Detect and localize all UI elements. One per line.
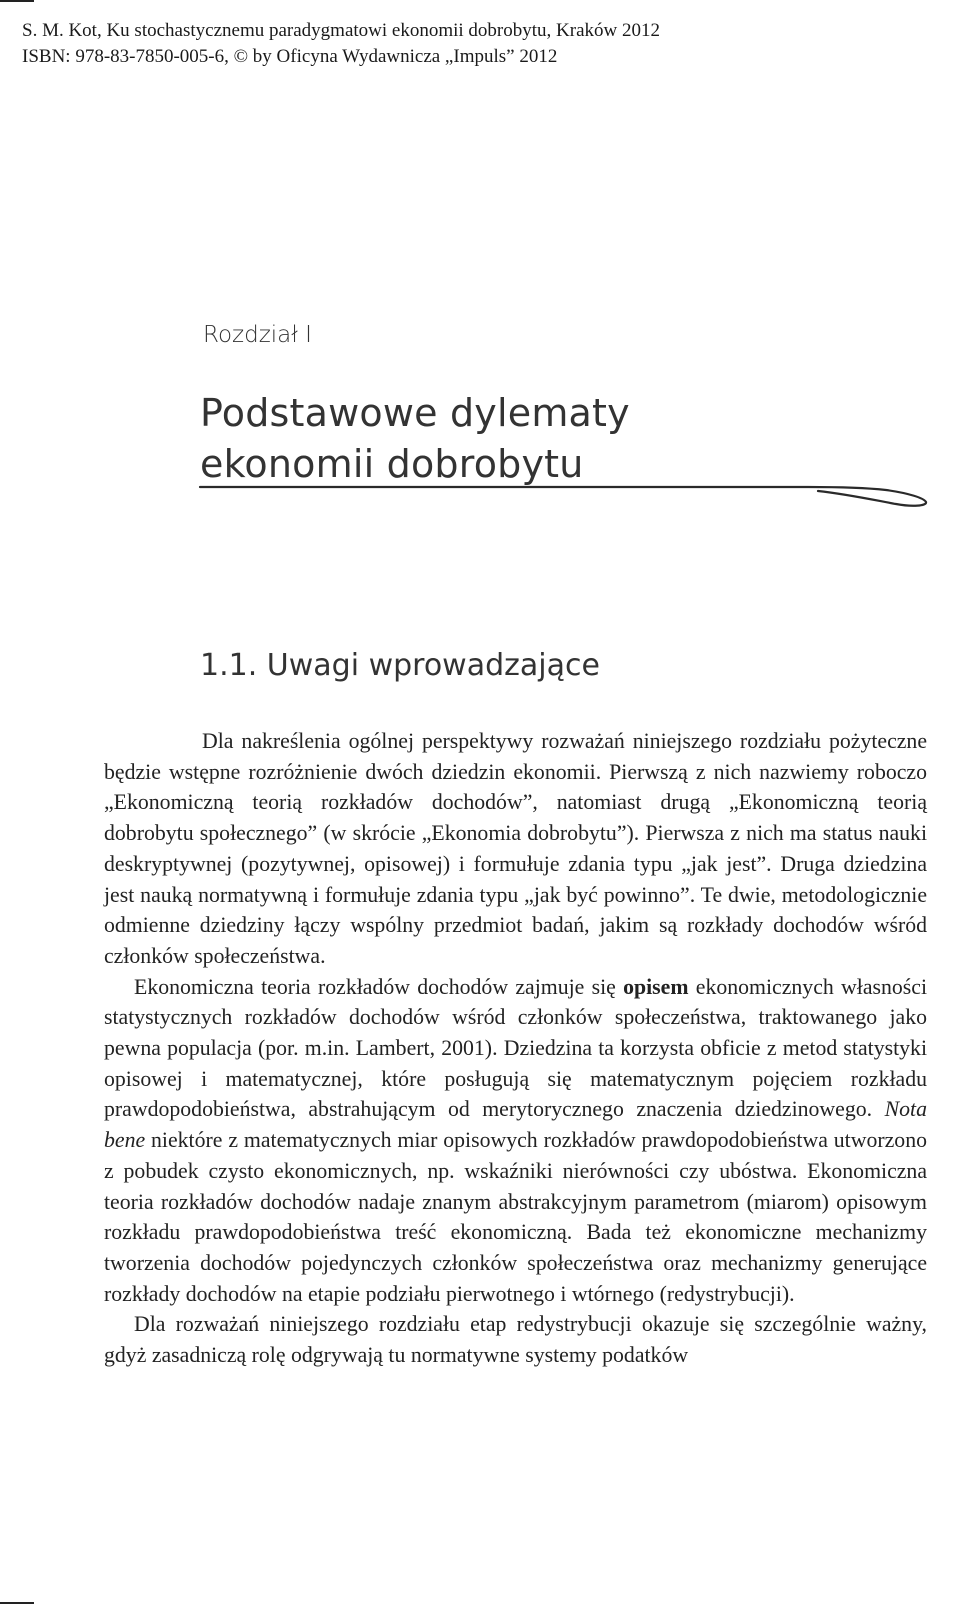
chapter-title-line-1: Podstawowe dylematy xyxy=(200,391,630,435)
paragraph-1: Dla nakreślenia ogólnej perspektywy rozważań niniejszego rozdziału pożyteczne będzie wstępne rozróżnienie dwóch dziedzin ekonomii. Pierwszą z nich nazwiemy roboczo „Ekonomiczną teorią rozkładów dochodów”, natomiast drugą „Ekonomiczną teorią dobrobytu społecznego” (w skrócie „Ekonomia dobrobytu”). Pierwsza z nich ma status nauki deskryptywnej (pozytywnej, opisowej) i formułuje zdania typu „jak jest”. Druga dziedzina jest nauką normatywną i formułuje zdania typu „jak być powinno”. Te dwie, metodologicznie odmienne dziedziny łączy wspólny przedmiot badań, jakim są rozkłady dochodów wśród członków społeczeństwa. xyxy=(104,729,927,968)
paragraph-2-part-c: niektóre z matematycznych miar opisowych rozkładów prawdopodobieństwa utworzono z pobudek czysto ekonomicznych, np. wskaźniki nierówności czy ubóstwa. Ekonomiczna teoria rozkładów dochodów nadaje znanym abstrakcyjnym parametrom (miarom) opisowym rozkładu prawdopodobieństwa treść ekonomiczną. Bada też ekonomiczne mechanizmy tworzenia dochodów pojedynczych członków społeczeństwa oraz mechanizmy generujące rozkłady dochodów na etapie podziału pierwotnego i wtórnego (redystrybucji). xyxy=(104,1128,927,1306)
paragraph-2-part-b: ekonomicznych własności statystycznych rozkładów dochodów wśród członków społeczeństwa, traktowanego jako pewna populacja (por. m.in. Lambert, 2001). Dziedzina ta korzysta obficie z metod statystyki opisowej i matematycznej, które posługują się matematycznym pojęciem rozkładu prawdopodobieństwa, abstrahującym od merytorycznego znaczenia dziedzinowego. xyxy=(104,974,927,1122)
paragraph-2-part-a: Ekonomiczna teoria rozkładów dochodów zajmuje się xyxy=(134,974,624,999)
paragraph-2 xyxy=(104,972,927,1310)
page-header xyxy=(22,18,922,70)
chapter-title-line-2: ekonomii dobrobytu xyxy=(200,442,584,486)
paragraph-3: Dla rozważań niniejszego rozdziału etap redystrybucji okazuje się szczególnie ważny, gdyż zasadniczą rolę odgrywają tu normatywne systemy podatków xyxy=(104,1312,927,1368)
paragraph-2-bold: opisem xyxy=(623,974,689,999)
crop-mark-bottom xyxy=(0,1602,34,1604)
header-isbn-line: ISBN: 978-83-7850-005-6, © by Oficyna Wydawnicza „Impuls” 2012 xyxy=(22,46,558,67)
chapter-title xyxy=(200,388,900,490)
header-citation-line: S. M. Kot, Ku stochastycznemu paradygmatowi ekonomii dobrobytu, Kraków 2012 xyxy=(22,20,660,41)
paragraph-2-italic: Nota bene xyxy=(104,1097,927,1153)
body-text xyxy=(104,726,927,1371)
title-underline-flourish xyxy=(196,476,930,516)
chapter-label: Rozdział I xyxy=(203,322,312,348)
section-title: 1.1. Uwagi wprowadzające xyxy=(200,648,600,683)
crop-mark-top xyxy=(0,0,34,2)
